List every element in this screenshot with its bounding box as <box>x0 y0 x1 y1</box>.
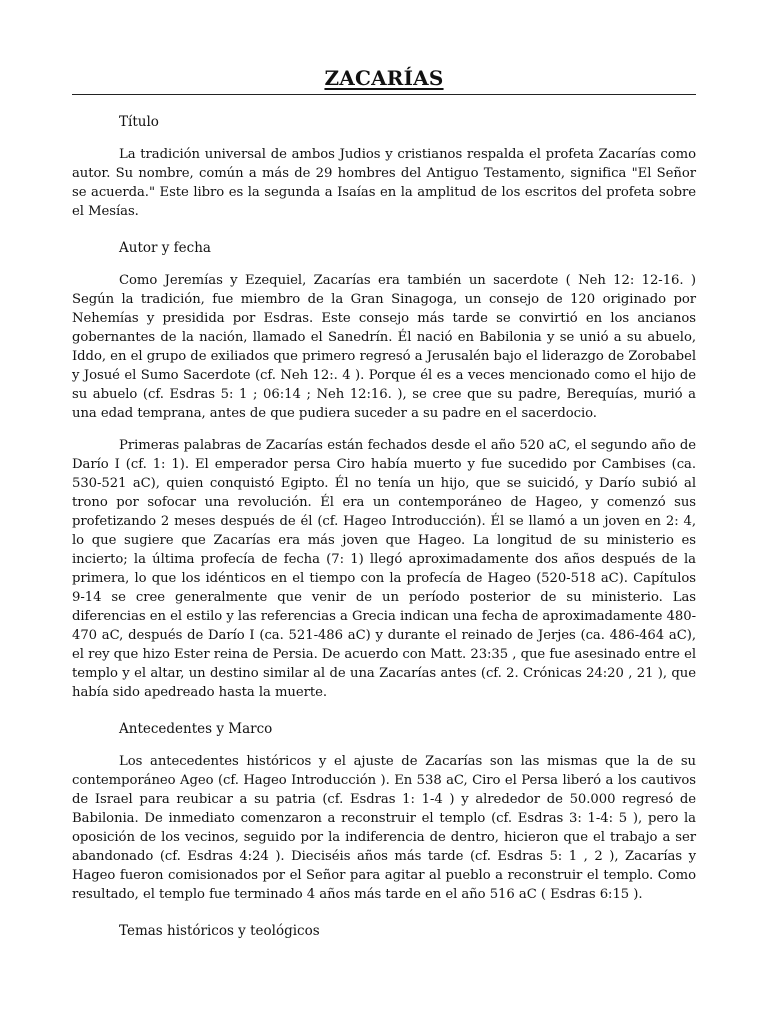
section-heading-autor-fecha: Autor y fecha <box>119 240 211 256</box>
paragraph-antecedentes: Los antecedentes históricos y el ajuste de Zacarías son las mismas que la de su contemporáneo Ageo (cf. Hageo Introducción ). En 538 aC, Ciro el Persa liberó a los cautivos de Israel para reubicar a su patria (cf. Esdras 1: 1-4 ) y alrededor de 50.000 regresó de Babilonia. De inmediato comenzaron a reconstruir el templo (cf. Esdras 3: 1-4: 5 ), pero la oposición de los vecinos, seguido por la indiferencia de dentro, hicieron que el trabajo a ser abandonado (cf. Esdras 4:24 ). Dieciséis años más tarde (cf. Esdras 5: 1 , 2 ), Zacarías y Hageo fueron comisionados por el Señor para agitar al pueblo a reconstruir el templo. Como resultado, el templo fue terminado 4 años más tarde en el año 516 aC ( Esdras 6:15 ). <box>72 754 696 902</box>
document-title: ZACARÍAS <box>324 66 444 90</box>
paragraph-autor-fecha-2: Primeras palabras de Zacarías están fechados desde el año 520 aC, el segundo año de Darío I (cf. 1: 1). El emperador persa Ciro había muerto y fue sucedido por Cambises (ca. 530-521 aC), quien conquistó Egipto. Él no tenía un hijo, que se suicidó, y Darío subió al trono por sofocar una revolución. Él era un contemporáneo de Hageo, y comenzó sus profetizando 2 meses después de él (cf. Hageo Introducción). Él se llamó a un joven en 2: 4, lo que sugiere que Zacarías era más joven que Hageo. La longitud de su ministerio es incierto; la última profecía de fecha (7: 1) llegó aproximadamente dos años después de la primera, lo que los idénticos en el tiempo con la profecía de Hageo (520-518 aC). Capítulos 9-14 se cree generalmente que venir de un período posterior de su ministerio. Las diferencias en el estilo y las referencias a Grecia indican una fecha de aproximadamente 480-470 aC, después de Darío I (ca. 521-486 aC) y durante el reinado de Jerjes (ca. 486-464 aC), el rey que hizo Ester reina de Persia. De acuerdo con Matt. 23:35 , que fue asesinado entre el templo y el altar, un destino similar al de una Zacarías antes (cf. 2. Crónicas 24:20 , 21 ), que había sido apedreado hasta la muerte. <box>72 438 696 700</box>
title-rule <box>72 94 696 95</box>
document-page <box>72 64 696 941</box>
section-heading-temas: Temas históricos y teológicos <box>119 923 320 939</box>
section-heading-titulo: Título <box>119 114 159 130</box>
paragraph-titulo: La tradición universal de ambos Judios y cristianos respalda el profeta Zacarías como autor. Su nombre, común a más de 29 hombres del Antiguo Testamento, significa "El Señor se acuerda." Este libro es la segunda a Isaías en la amplitud de los escritos del profeta sobre el Mesías. <box>72 147 696 219</box>
paragraph-autor-fecha-1: Como Jeremías y Ezequiel, Zacarías era también un sacerdote ( Neh 12: 12-16. ) Según la tradición, fue miembro de la Gran Sinagoga, un consejo de 120 originado por Nehemías y presidida por Esdras. Este consejo más tarde se convirtió en los ancianos gobernantes de la nación, llamado el Sanedrín. Él nació en Babilonia y se unió a su abuelo, Iddo, en el grupo de exiliados que primero regresó a Jerusalén bajo el liderazgo de Zorobabel y Josué el Sumo Sacerdote (cf. Neh 12:. 4 ). Porque él es a veces mencionado como el hijo de su abuelo (cf. Esdras 5: 1 ; 06:14 ; Neh 12:16. ), se cree que su padre, Berequías, murió a una edad temprana, antes de que pudiera suceder a su padre en el sacerdocio. <box>72 273 696 421</box>
section-heading-antecedentes: Antecedentes y Marco <box>119 721 273 737</box>
